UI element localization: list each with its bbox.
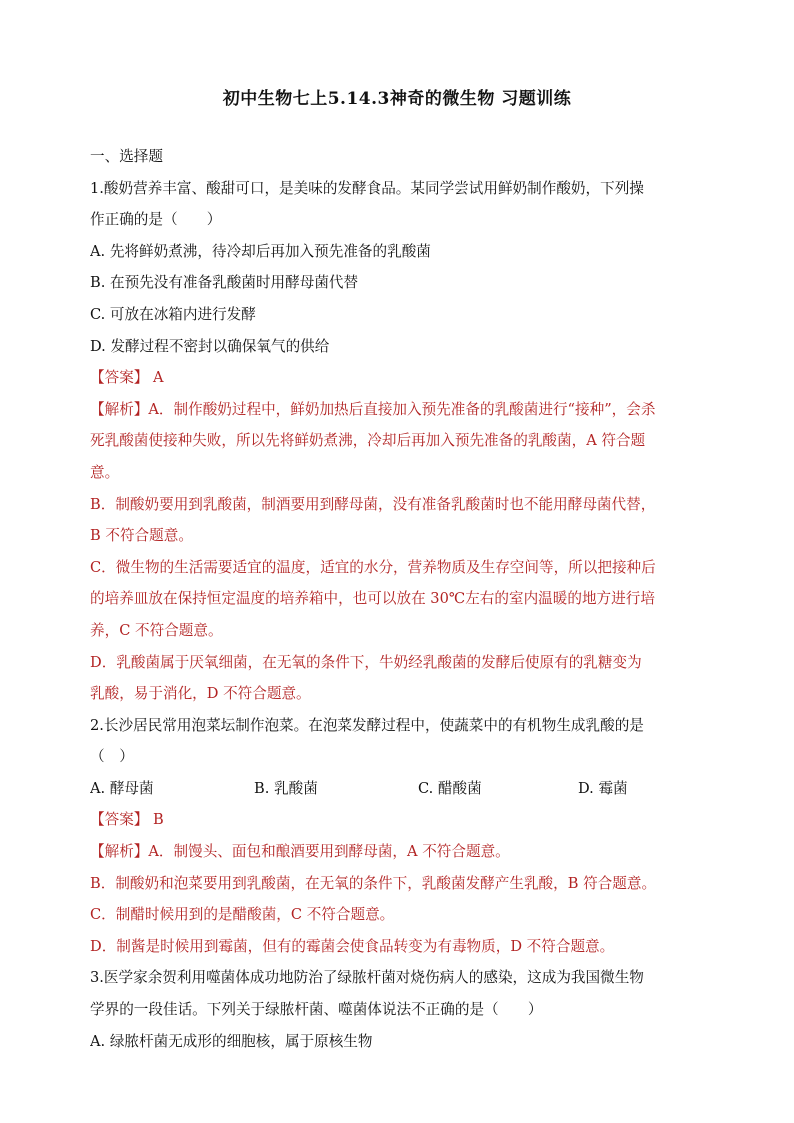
q2-options xyxy=(90,773,714,805)
q1-analysis-line-5: B 不符合题意。 xyxy=(90,527,193,545)
answer-value: B xyxy=(153,811,164,829)
answer-value: A xyxy=(153,369,164,387)
q1-stem-line-1: 1.酸奶营养丰富、酸甜可口，是美味的发酵食品。某同学尝试用鲜奶制作酸奶，下列操 xyxy=(90,179,644,197)
q1-analysis-line-1 xyxy=(90,394,714,426)
q2-option-d: D. 霉菌 xyxy=(578,779,628,797)
analysis-label: 【解析】 xyxy=(90,400,149,418)
analysis-text: A．制作酸奶过程中，鲜奶加热后直接加入预先准备的乳酸菌进行“接种”，会杀 xyxy=(148,400,656,418)
q2-option-c: C. 醋酸菌 xyxy=(418,779,482,797)
analysis-label: 【解析】 xyxy=(90,843,149,861)
q1-analysis-line-8: 养，C 不符合题意。 xyxy=(90,621,223,639)
section-heading: 一、选择题 xyxy=(90,148,163,165)
page-title: 初中生物七上5.14.3神奇的微生物 习题训练 xyxy=(222,89,572,109)
q2-stem-line-1: 2.长沙居民常用泡菜坛制作泡菜。在泡菜发酵过程中，使蔬菜中的有机物生成乳酸的是 xyxy=(90,716,644,734)
q1-option-b: B. 在预先没有准备乳酸菌时用酵母菌代替 xyxy=(90,274,359,292)
q1-analysis-line-6: C．微生物的生活需要适宜的温度，适宜的水分，营养物质及生存空间等，所以把接种后 xyxy=(90,558,656,576)
q1-analysis-line-2: 死乳酸菌使接种失败，所以先将鲜奶煮沸，冷却后再加入预先准备的乳酸菌，A 符合题 xyxy=(90,432,646,450)
q1-option-c: C. 可放在冰箱内进行发酵 xyxy=(90,305,256,323)
q1-analysis-line-9: D．乳酸菌属于厌氧细菌，在无氧的条件下，牛奶经乳酸菌的发酵后使原有的乳糖变为 xyxy=(90,653,642,671)
q1-analysis-line-7: 的培养皿放在保持恒定温度的培养箱中，也可以放在 30℃左右的室内温暖的地方进行培 xyxy=(90,590,655,608)
analysis-text: A．制馒头、面包和酿酒要用到酵母菌，A 不符合题意。 xyxy=(148,843,510,861)
answer-label: 【答案】 xyxy=(90,369,149,387)
q2-analysis-line-1 xyxy=(90,836,714,868)
q1-analysis-line-3: 意。 xyxy=(90,463,120,481)
q1-analysis-line-10: 乳酸，易于消化，D 不符合题意。 xyxy=(90,685,311,703)
q2-analysis-line-2: B．制酸奶和泡菜要用到乳酸菌，在无氧的条件下，乳酸菌发酵产生乳酸，B 符合题意。 xyxy=(90,874,657,892)
q1-option-a: A. 先将鲜奶煮沸，待冷却后再加入预先准备的乳酸菌 xyxy=(90,242,431,260)
q3-stem-line-1: 3.医学家余贺利用噬菌体成功地防治了绿脓杆菌对烧伤病人的感染，这成为我国微生物 xyxy=(90,969,644,987)
q1-stem-line-2: 作正确的是（ ） xyxy=(90,211,222,229)
q3-stem-line-2: 学界的一段佳话。下列关于绿脓杆菌、噬菌体说法不正确的是（ ） xyxy=(90,1001,543,1019)
q1-answer xyxy=(90,362,714,394)
q2-answer xyxy=(90,804,714,836)
q1-analysis-line-4: B．制酸奶要用到乳酸菌，制酒要用到酵母菌，没有准备乳酸菌时也不能用酵母菌代替， xyxy=(90,495,656,513)
q2-analysis-line-4: D．制酱是时候用到霉菌，但有的霉菌会使食品转变为有毒物质，D 不符合题意。 xyxy=(90,937,615,955)
q2-analysis-line-3: C．制醋时候用到的是醋酸菌，C 不符合题意。 xyxy=(90,906,395,924)
q2-option-b: B. 乳酸菌 xyxy=(254,779,318,797)
q3-option-a: A. 绿脓杆菌无成形的细胞核，属于原核生物 xyxy=(90,1032,373,1050)
answer-label: 【答案】 xyxy=(90,811,149,829)
q2-option-a: A. 酵母菌 xyxy=(90,779,154,797)
q2-stem-line-2: （ ） xyxy=(90,748,134,766)
document-body xyxy=(90,141,714,1057)
q1-option-d: D. 发酵过程不密封以确保氧气的供给 xyxy=(90,337,330,355)
